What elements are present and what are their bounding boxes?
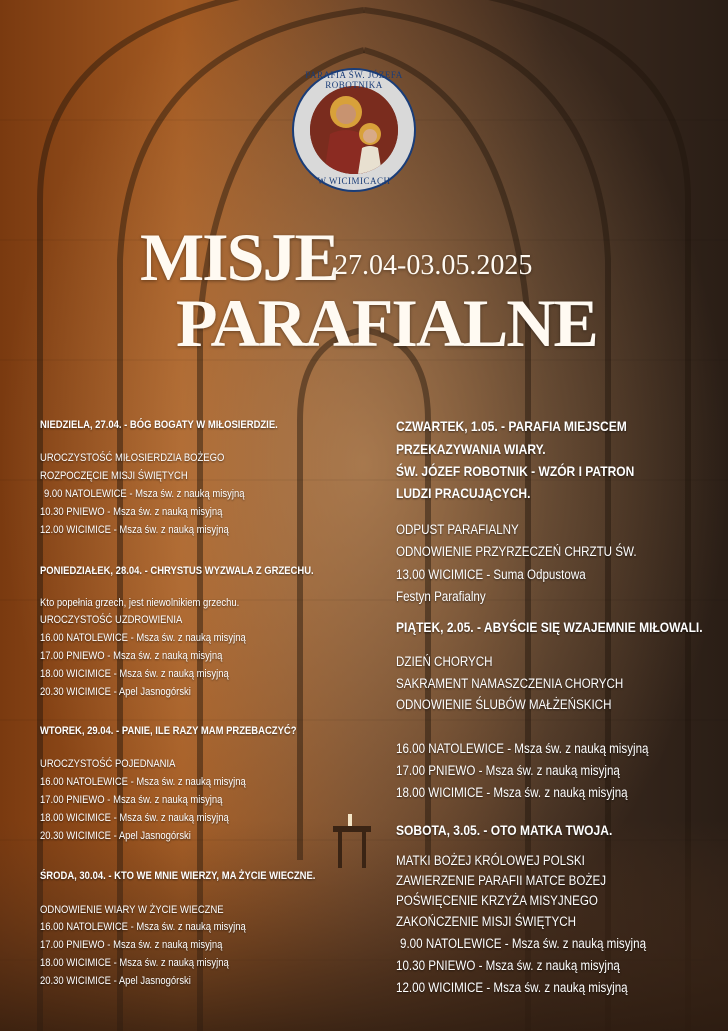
schedule-line: 18.00 WICIMICE - Msza św. z nauką misyjną: [40, 812, 229, 824]
schedule-line: POŚWIĘCENIE KRZYŻA MISYJNEGO: [396, 893, 598, 908]
title-line-1: MISJE: [140, 219, 338, 295]
title-dates: 27.04-03.05.2025: [334, 250, 533, 281]
schedule-line: DZIEŃ CHORYCH: [396, 654, 493, 669]
schedule-line: UROCZYSTOŚĆ POJEDNANIA: [40, 758, 176, 770]
schedule-line: UROCZYSTOŚĆ UZDROWIENIA: [40, 614, 183, 626]
logo-top-text: PARAFIA ŚW. JÓZEFA ROBOTNIKA: [305, 70, 403, 90]
schedule-line: ZAWIERZENIE PARAFII MATCE BOŻEJ: [396, 873, 607, 888]
schedule-line: 10.30 PNIEWO - Msza św. z nauką misyjną: [396, 958, 620, 973]
schedule-line: 16.00 NATOLEWICE - Msza św. z nauką misyjną: [40, 632, 246, 644]
schedule-line: 17.00 PNIEWO - Msza św. z nauką misyjną: [40, 650, 223, 662]
schedule-line: ODNOWIENIE ŚLUBÓW MAŁŻEŃSKICH: [396, 697, 612, 712]
schedule-line: 10.30 PNIEWO - Msza św. z nauką misyjną: [40, 506, 223, 518]
day-heading: PONIEDZIAŁEK, 28.04. - CHRYSTUS WYZWALA Z GRZECHU.: [40, 565, 314, 577]
schedule-line: 16.00 NATOLEWICE - Msza św. z nauką misyjną: [396, 741, 649, 756]
schedule-line: 20.30 WICIMICE - Apel Jasnogórski: [40, 830, 191, 842]
schedule-line: 9.00 NATOLEWICE - Msza św. z nauką misyjną: [44, 488, 245, 500]
title-line-2: PARAFIALNE: [176, 285, 597, 361]
schedule-line: 12.00 WICIMICE - Msza św. z nauką misyjną: [40, 524, 229, 536]
day-heading: LUDZI PRACUJĄCYCH.: [396, 485, 531, 501]
day-heading: ŚRODA, 30.04. - KTO WE MNIE WIERZY, MA ŻYCIE WIECZNE.: [40, 870, 316, 882]
schedule-line: 20.30 WICIMICE - Apel Jasnogórski: [40, 686, 191, 698]
day-heading: CZWARTEK, 1.05. - PARAFIA MIEJSCEM: [396, 418, 627, 434]
schedule-line: Festyn Parafialny: [396, 589, 486, 604]
day-heading: SOBOTA, 3.05. - OTO MATKA TWOJA.: [396, 822, 613, 838]
schedule-line: 17.00 PNIEWO - Msza św. z nauką misyjną: [40, 939, 223, 951]
schedule-line: 18.00 WICIMICE - Msza św. z nauką misyjną: [396, 785, 628, 800]
day-heading: PIĄTEK, 2.05. - ABYŚCIE SIĘ WZAJEMNIE MIŁOWALI.: [396, 619, 703, 635]
schedule-line: 16.00 NATOLEWICE - Msza św. z nauką misyjną: [40, 776, 246, 788]
schedule-line: SAKRAMENT NAMASZCZENIA CHORYCH: [396, 676, 624, 691]
schedule-line: MATKI BOŻEJ KRÓLOWEJ POLSKI: [396, 853, 585, 868]
schedule-line: Kto popełnia grzech, jest niewolnikiem grzechu.: [40, 597, 240, 609]
saint-joseph-icon: [310, 86, 398, 174]
schedule-line: ODNOWIENIE PRZYRZECZEŃ CHRZTU ŚW.: [396, 544, 637, 559]
schedule-line: 9.00 NATOLEWICE - Msza św. z nauką misyjną: [400, 936, 647, 951]
schedule-line: ODNOWIENIE WIARY W ŻYCIE WIECZNE: [40, 904, 224, 916]
schedule-line: 17.00 PNIEWO - Msza św. z nauką misyjną: [396, 763, 620, 778]
schedule-line: 16.00 NATOLEWICE - Msza św. z nauką misyjną: [40, 921, 246, 933]
schedule-line: 17.00 PNIEWO - Msza św. z nauką misyjną: [40, 794, 223, 806]
schedule-line: 20.30 WICIMICE - Apel Jasnogórski: [40, 975, 191, 987]
schedule-line: 18.00 WICIMICE - Msza św. z nauką misyjną: [40, 668, 229, 680]
day-heading: WTOREK, 29.04. - PANIE, ILE RAZY MAM PRZEBACZYĆ?: [40, 725, 297, 737]
schedule-line: UROCZYSTOŚĆ MIŁOSIERDZIA BOŻEGO: [40, 452, 225, 464]
schedule-line: ODPUST PARAFIALNY: [396, 522, 519, 537]
day-heading: PRZEKAZYWANIA WIARY.: [396, 441, 546, 457]
schedule-line: ROZPOCZĘCIE MISJI ŚWIĘTYCH: [40, 470, 188, 482]
day-heading: NIEDZIELA, 27.04. - BÓG BOGATY W MIŁOSIERDZIE.: [40, 419, 278, 431]
logo-bottom-text: W WICIMICACH: [317, 176, 391, 186]
schedule-line: ZAKOŃCZENIE MISJI ŚWIĘTYCH: [396, 914, 576, 929]
schedule-line: 13.00 WICIMICE - Suma Odpustowa: [396, 567, 586, 582]
day-heading: ŚW. JÓZEF ROBOTNIK - WZÓR I PATRON: [396, 463, 635, 479]
schedule-line: 12.00 WICIMICE - Msza św. z nauką misyjną: [396, 980, 628, 995]
schedule-line: 18.00 WICIMICE - Msza św. z nauką misyjną: [40, 957, 229, 969]
